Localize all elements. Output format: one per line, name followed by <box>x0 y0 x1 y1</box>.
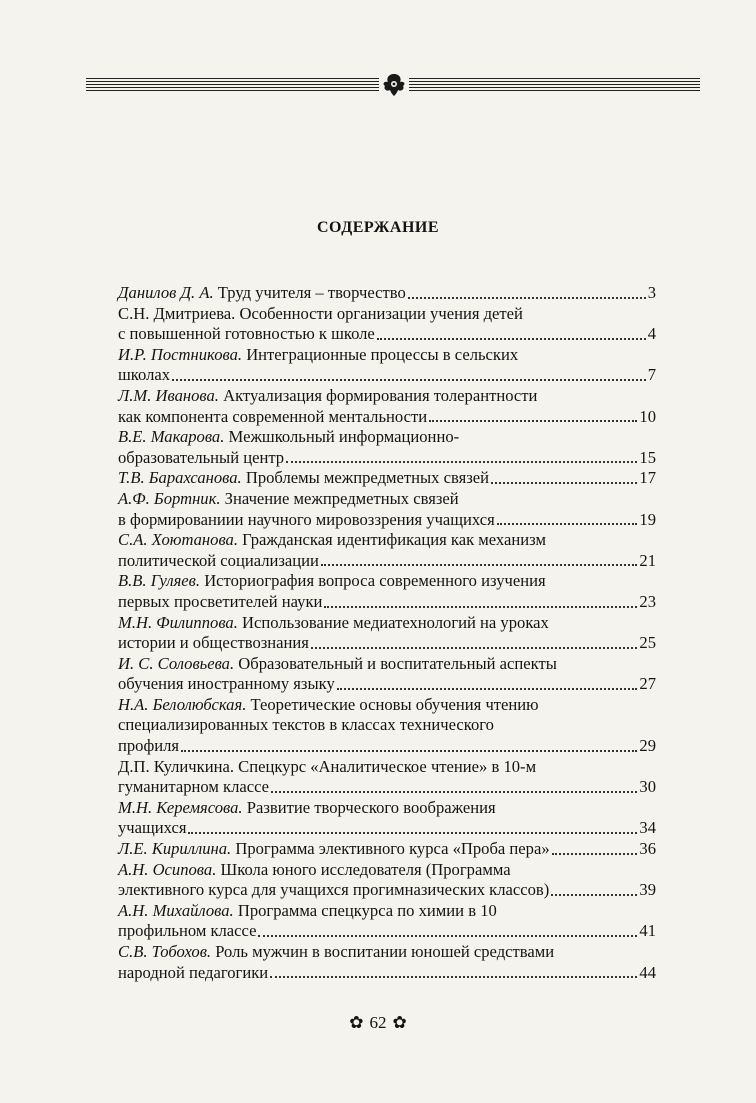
toc-entry-title: Проблемы межпредметных связей <box>245 468 490 488</box>
dot-leader <box>286 461 637 463</box>
toc-entry-title: Образовательный и воспитательный аспекты <box>238 653 557 673</box>
toc-entry-title: Использование медиатехнологий на уроках <box>242 612 549 632</box>
toc-entry-line <box>118 571 656 592</box>
dot-leader <box>258 935 637 937</box>
toc-entry <box>118 386 656 427</box>
toc-entry-line <box>118 283 656 304</box>
toc-entry-title: истории и обществознания <box>118 633 309 653</box>
toc-entry-page: 3 <box>647 283 656 302</box>
toc-entry-line <box>118 695 656 716</box>
ornament-left-icon: ✿ <box>349 1013 364 1032</box>
toc-entry-line <box>118 613 656 634</box>
toc-entry-title: народной педагогики <box>118 962 269 982</box>
toc-entry-title: Роль мужчин в воспитании юношей средствами <box>215 942 555 961</box>
ornament-right-icon: ✿ <box>392 1013 407 1032</box>
toc-entry-page: 7 <box>647 365 656 385</box>
toc-entry <box>118 613 656 654</box>
toc-entry-page: 29 <box>639 736 656 756</box>
toc-entry <box>118 345 656 386</box>
toc-entry-page: 39 <box>639 880 656 900</box>
toc-entry <box>118 468 656 489</box>
dot-leader <box>324 606 637 608</box>
toc-entry-title: Межшкольный информационно- <box>228 427 460 447</box>
dot-leader <box>337 688 638 690</box>
toc-entry-page: 30 <box>639 777 656 797</box>
toc-entry-author: С.В. Тобохов. <box>118 942 212 961</box>
toc-entry-author: А.Н. Михайлова. <box>118 900 234 920</box>
toc-entry-author: Н.А. Белолюбская. <box>118 694 247 714</box>
ornament-icon <box>379 71 409 99</box>
header-ornamental-rule <box>86 74 700 96</box>
page-title: СОДЕРЖАНИЕ <box>316 219 440 236</box>
toc-entry-line <box>118 510 656 531</box>
toc-entry-page: 15 <box>639 447 656 467</box>
toc-entry <box>118 860 656 901</box>
toc-entry <box>118 942 656 983</box>
toc-entry-page: 44 <box>639 962 656 982</box>
toc-entry-title: учащихся <box>118 818 187 838</box>
toc-entry <box>118 695 656 757</box>
toc-entry-line <box>118 468 656 489</box>
toc-entry-author: В.Е. Макарова. <box>118 427 225 447</box>
toc-entry-page: 4 <box>647 324 656 344</box>
toc-entry-line <box>118 386 656 407</box>
toc-entry <box>118 901 656 942</box>
dot-leader <box>491 482 637 484</box>
toc-entry-line <box>118 365 656 386</box>
toc-entry-line <box>118 304 656 325</box>
dot-leader <box>551 894 637 896</box>
dot-leader <box>408 297 646 299</box>
toc-entry-line <box>118 448 656 469</box>
dot-leader <box>271 791 637 793</box>
toc-entry <box>118 571 656 612</box>
toc-entry-line <box>118 324 656 345</box>
toc-entry-line <box>118 757 656 778</box>
toc-entry-line <box>118 633 656 654</box>
toc-entry-title: в формированиии научного мировоззрения учащихся <box>118 509 495 529</box>
toc-entry-author: И. С. Соловьева. <box>118 653 235 673</box>
toc-entry <box>118 798 656 839</box>
toc-entry-page: 19 <box>639 509 656 529</box>
toc-entry-title: образовательный центр <box>118 447 285 467</box>
toc-entry <box>118 489 656 530</box>
toc-entry-line <box>118 736 656 757</box>
toc-entry-author: Т.В. Барахсанова. <box>118 468 242 488</box>
toc-entry-title: Историография вопроса современного изучения <box>204 571 546 591</box>
toc-entry-title: Программа спецкурса по химии в 10 <box>237 900 497 920</box>
toc-entry <box>118 654 656 695</box>
toc-entry-line <box>118 674 656 695</box>
toc-entry-page: 23 <box>639 591 656 611</box>
toc-entry-author: И.Р. Постникова. <box>118 344 243 364</box>
toc-entry <box>118 283 656 304</box>
toc-entry-line <box>118 880 656 901</box>
toc-entry-line <box>118 901 656 922</box>
toc-entry-line <box>118 551 656 572</box>
toc-entry-title: с повышенной готовностью к школе <box>118 324 375 344</box>
toc-entry-title: Развитие творческого воображения <box>246 797 496 817</box>
toc-entry-page: 36 <box>639 839 656 859</box>
toc-entry <box>118 427 656 468</box>
dot-leader <box>429 420 637 422</box>
toc-entry-title: первых просветителей науки <box>118 591 323 611</box>
dot-leader <box>377 338 646 340</box>
toc-entry-title: Значение межпредметных связей <box>224 488 459 508</box>
toc-entry-title: Актуализация формирования толерантности <box>223 385 538 405</box>
toc-entry-title: обучения иностранному языку <box>118 674 335 694</box>
toc-entry-author: А.Ф. Бортник. <box>118 488 221 508</box>
dot-leader <box>172 379 646 381</box>
toc-entry-line <box>118 921 656 942</box>
toc-entry-title: Труд учителя – творчество <box>217 283 406 302</box>
toc-entry-line <box>118 715 656 736</box>
dot-leader <box>311 647 637 649</box>
toc-entry-title: Школа юного исследователя (Программа <box>220 859 511 879</box>
toc-entry-author: С.А. Хоютанова. <box>118 530 238 550</box>
toc-entry-title: элективного курса для учащихся прогимназических классов) <box>118 880 550 900</box>
toc-entry <box>118 757 656 798</box>
toc-entry-title: С.Н. Дмитриева. Особенности организации учения детей <box>118 303 523 323</box>
toc-entry-author: М.Н. Керемясова. <box>118 797 243 817</box>
toc-entry <box>118 839 656 860</box>
toc-entry-page: 10 <box>639 406 656 426</box>
toc-entry-line <box>118 818 656 839</box>
toc-entry-line <box>118 654 656 675</box>
dot-leader <box>181 750 637 752</box>
toc-entry-line <box>118 963 656 984</box>
toc-entry-line <box>118 860 656 881</box>
dot-leader <box>497 523 638 525</box>
toc-entry-author: В.В. Гуляев. <box>118 571 201 591</box>
dot-leader <box>552 853 638 855</box>
toc-entry-author: Л.Е. Кириллина. <box>118 839 232 859</box>
toc-entry-line <box>118 839 656 860</box>
toc-entry-title: профиля <box>118 736 180 756</box>
toc-entry-title: гуманитарном классе <box>118 777 270 797</box>
toc-entry-line <box>118 427 656 448</box>
toc-entry-title: Интеграционные процессы в сельских <box>246 344 519 364</box>
toc-entry-author: М.Н. Филиппова. <box>118 612 238 632</box>
toc-entry-title: школах <box>118 365 171 385</box>
toc-entry-line <box>118 798 656 819</box>
toc-entry-line <box>118 407 656 428</box>
toc-entry-author: Данилов Д. А. <box>118 283 214 302</box>
toc-entry-title: политической социализации <box>118 550 319 570</box>
toc-entry-title: как компонента современной ментальности <box>118 406 428 426</box>
toc-entry-line <box>118 345 656 366</box>
toc-entry <box>118 304 656 345</box>
dot-leader <box>321 564 637 566</box>
dot-leader <box>270 976 637 978</box>
page-footer <box>0 1013 756 1033</box>
toc-entry-line <box>118 942 656 963</box>
toc-entry-title: Гражданская идентификация как механизм <box>242 530 546 550</box>
toc-entry-page: 21 <box>639 550 656 570</box>
table-of-contents <box>118 283 656 983</box>
toc-entry-title: Программа элективного курса «Проба пера» <box>235 839 550 859</box>
toc-entry-author: Л.М. Иванова. <box>118 385 219 405</box>
toc-entry-line <box>118 489 656 510</box>
toc-entry-title: профильном классе <box>118 921 257 941</box>
toc-entry-page: 41 <box>639 921 656 941</box>
toc-entry-title: Д.П. Куличкина. Спецкурс «Аналитическое чтение» в 10-м <box>118 756 537 776</box>
toc-entry-line <box>118 530 656 551</box>
toc-entry-page: 27 <box>639 674 656 694</box>
toc-entry-title: Теоретические основы обучения чтению <box>250 694 539 714</box>
dot-leader <box>188 832 637 834</box>
toc-entry-title: специализированных текстов в классах технического <box>118 715 494 735</box>
toc-entry-page: 17 <box>639 468 656 488</box>
toc-entry-page: 25 <box>639 633 656 653</box>
toc-entry-author: А.Н. Осипова. <box>118 859 217 879</box>
toc-entry-line <box>118 777 656 798</box>
toc-entry <box>118 530 656 571</box>
page-number: 62 <box>369 1013 387 1032</box>
toc-entry-page: 34 <box>639 818 656 838</box>
toc-entry-line <box>118 592 656 613</box>
